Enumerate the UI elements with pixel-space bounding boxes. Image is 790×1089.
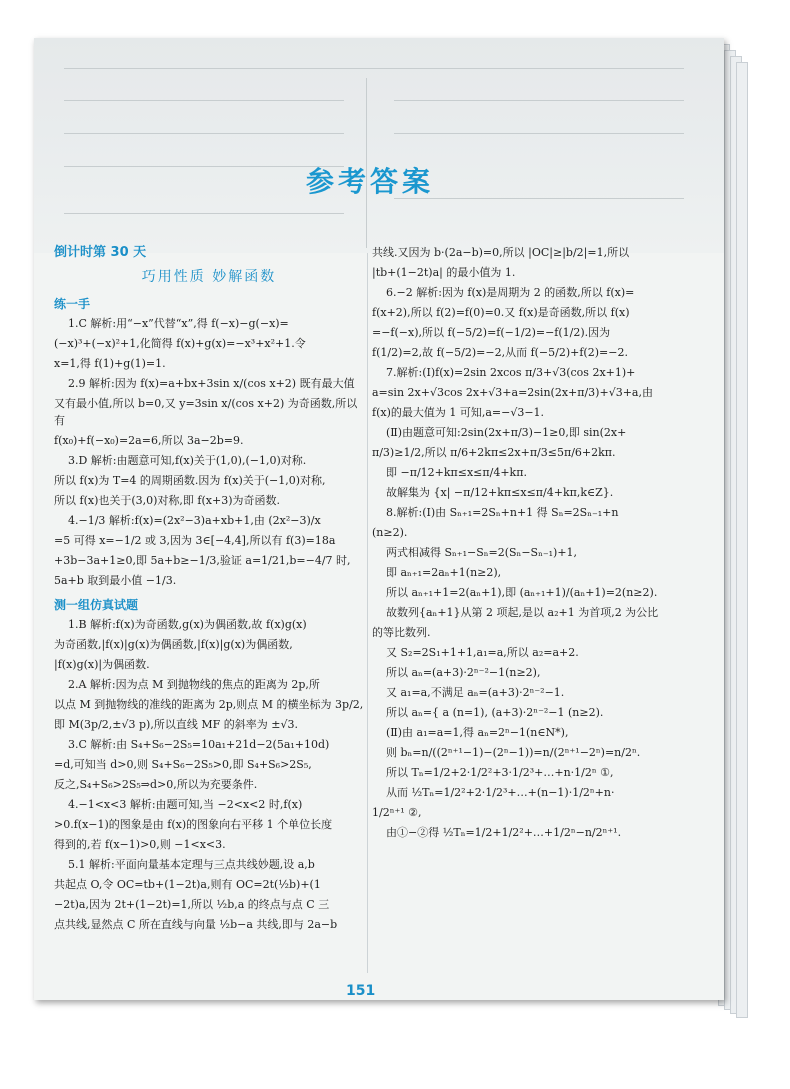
column-divider xyxy=(367,253,368,973)
answer-line: (n≥2). xyxy=(372,526,408,539)
answer-line: 所以 aₙ₊₁+1=2(aₙ+1),即 (aₙ₊₁+1)/(aₙ+1)=2(n≥2). xyxy=(386,586,658,599)
right-column xyxy=(372,244,692,844)
answer-line: |tb+(1−2t)a| 的最小值为 1. xyxy=(372,266,516,279)
answer-line: f(x)的最大值为 1 可知,a=−√3−1. xyxy=(372,406,545,419)
answer-line: 即 −π/12+kπ≤x≤π/4+kπ. xyxy=(386,466,527,479)
page-number: 151 xyxy=(346,983,376,999)
answer-t1 xyxy=(54,616,364,673)
answer-line: 3.C 解析:由 S₄+S₆−2S₅=10a₁+21d−2(5a₁+10d) xyxy=(68,738,330,751)
answer-line: 故数列{aₙ+1}从第 2 项起,是以 a₂+1 为首项,2 为公比 xyxy=(386,606,659,619)
answer-line: 所以 Tₙ=1/2+2·1/2²+3·1/2³+…+n·1/2ⁿ ①, xyxy=(386,766,614,779)
answer-line: π/3)≥1/2,所以 π/6+2kπ≤2x+π/3≤5π/6+2kπ. xyxy=(372,446,616,459)
answer-line: a=sin 2x+√3cos 2x+√3+a=2sin(2x+π/3)+√3+a,由 xyxy=(372,386,653,399)
answer-line: 所以 aₙ={ a (n=1), (a+3)·2ⁿ⁻²−1 (n≥2). xyxy=(386,706,604,719)
answer-line: 得到的,若 f(x−1)>0,则 −1<x<3. xyxy=(54,838,226,851)
answer-t3 xyxy=(54,736,364,793)
answer-line: 所以 f(x)为 T=4 的周期函数.因为 f(x)关于(−1,0)对称, xyxy=(54,474,326,487)
answer-line: 点共线,显然点 C 所在直线与向量 ½b−a 共线,即与 2a−b xyxy=(54,918,338,931)
section-subtitle: 巧用性质 妙解函数 xyxy=(141,269,277,285)
answer-line: 以点 M 到抛物线的准线的距离为 2p,则点 M 的横坐标为 3p/2, xyxy=(54,698,364,711)
answer-line: 两式相减得 Sₙ₊₁−Sₙ=2(Sₙ−Sₙ₋₁)+1, xyxy=(386,546,578,559)
book-page xyxy=(34,38,724,1000)
answer-line: 4.−1/3 解析:f(x)=(2x²−3)a+xb+1,由 (2x²−3)/x xyxy=(68,514,321,527)
answer-line: 从而 ½Tₙ=1/2²+2·1/2³+…+(n−1)·1/2ⁿ+n· xyxy=(386,786,615,799)
page-title: 参考答案 xyxy=(306,165,435,198)
answer-line: 共线.又因为 b·(2a−b)=0,所以 |OC|≥|b/2|=1,所以 xyxy=(372,246,630,259)
answer-line: 所以 f(x)也关于(3,0)对称,即 f(x+3)为奇函数. xyxy=(54,494,280,507)
answer-line: 7.解析:(Ⅰ)f(x)=2sin 2xcos π/3+√3(cos 2x+1)+ xyxy=(386,366,636,379)
section-heading-practice: 练一手 xyxy=(54,297,91,311)
answer-line: =−f(−x),所以 f(−5/2)=f(−1/2)=−f(1/2).因为 xyxy=(372,326,611,339)
answer-line: 为奇函数,|f(x)|g(x)为偶函数,|f(x)|g(x)为偶函数, xyxy=(54,638,293,651)
answer-line: 1.B 解析:f(x)为奇函数,g(x)为偶函数,故 f(x)g(x) xyxy=(68,618,307,631)
answer-line: 1/2ⁿ⁺¹ ②, xyxy=(372,806,422,819)
answer-line: f(1/2)=2,故 f(−5/2)=−2,从而 f(−5/2)+f(2)=−2. xyxy=(372,346,628,359)
answer-line: |f(x)g(x)|为偶函数. xyxy=(54,658,150,671)
show-through-background xyxy=(34,38,724,253)
answer-line: 5.1 解析:平面向量基本定理与三点共线妙题,设 a,b xyxy=(68,858,315,871)
answer-line: 2.9 解析:因为 f(x)=a+bx+3sin x/(cos x+2) 既有最大值 xyxy=(68,377,355,390)
answer-line: (Ⅱ)由题意可知:2sin(2x+π/3)−1≥0,即 sin(2x+ xyxy=(386,426,627,439)
answer-line: 则 bₙ=n/((2ⁿ⁺¹−1)−(2ⁿ−1))=n/(2ⁿ⁺¹−2ⁿ)=n/2ⁿ. xyxy=(386,746,641,759)
section-heading-mock-test: 测一组仿真试题 xyxy=(54,598,139,612)
answer-line: (−x)³+(−x)²+1,化简得 f(x)+g(x)=−x³+x²+1.令 xyxy=(54,337,306,350)
answer-line: 又 S₂=2S₁+1+1,a₁=a,所以 a₂=a+2. xyxy=(386,646,579,659)
answer-line: 所以 aₙ=(a+3)·2ⁿ⁻²−1(n≥2), xyxy=(386,666,541,679)
answer-line: f(x₀)+f(−x₀)=2a=6,所以 3a−2b=9. xyxy=(54,434,244,447)
answer-line: 6.−2 解析:因为 f(x)是周期为 2 的函数,所以 f(x)= xyxy=(386,286,635,299)
answer-line: 由①−②得 ½Tₙ=1/2+1/2²+…+1/2ⁿ−n/2ⁿ⁺¹. xyxy=(386,826,622,839)
answer-line: 的等比数列. xyxy=(372,626,431,639)
answer-line: >0.f(x−1)的图象是由 f(x)的图象向右平移 1 个单位长度 xyxy=(54,818,333,831)
answer-line: 即 aₙ₊₁=2aₙ+1(n≥2), xyxy=(386,566,502,579)
answer-t7 xyxy=(372,364,692,501)
left-column xyxy=(54,244,364,936)
answer-line: 5a+b 取到最小值 −1/3. xyxy=(54,574,177,587)
day-heading: 倒计时第 30 天 xyxy=(54,245,147,260)
answer-line: f(x+2),所以 f(2)=f(0)=0.又 f(x)是奇函数,所以 f(x) xyxy=(372,306,630,319)
answer-t8 xyxy=(372,504,692,841)
answer-line: 2.A 解析:因为点 M 到抛物线的焦点的距离为 2p,所 xyxy=(68,678,320,691)
answer-q1 xyxy=(54,315,364,372)
answer-line: −2t)a,因为 2t+(1−2t)=1,所以 ½b,a 的终点与点 C 三 xyxy=(54,898,330,911)
answer-line: (Ⅱ)由 a₁=a=1,得 aₙ=2ⁿ−1(n∈N*), xyxy=(386,726,569,739)
answer-q3 xyxy=(54,452,364,509)
answer-line: 3.D 解析:由题意可知,f(x)关于(1,0),(−1,0)对称. xyxy=(68,454,307,467)
answer-line: 又有最小值,所以 b=0,又 y=3sin x/(cos x+2) 为奇函数,所以有 xyxy=(54,397,358,427)
answer-line: 反之,S₄+S₆>2S₅⇒d>0,所以为充要条件. xyxy=(54,778,258,791)
answer-line: 共起点 O,令 OC=tb+(1−2t)a,则有 OC=2t(½b)+(1 xyxy=(54,878,321,891)
answer-line: 故解集为 {x| −π/12+kπ≤x≤π/4+kπ,k∈Z}. xyxy=(386,486,614,499)
answer-line: 即 M(3p/2,±√3 p),所以直线 MF 的斜率为 ±√3. xyxy=(54,718,298,731)
answer-q2 xyxy=(54,375,364,449)
answer-line: 又 a₁=a,不满足 aₙ=(a+3)·2ⁿ⁻²−1. xyxy=(386,686,565,699)
answer-line: =d,可知当 d>0,则 S₄+S₆−2S₅>0,即 S₄+S₆>2S₅, xyxy=(54,758,312,771)
answer-line: 1.C 解析:用“−x”代替“x”,得 f(−x)−g(−x)= xyxy=(68,317,289,330)
answer-line: 8.解析:(Ⅰ)由 Sₙ₊₁=2Sₙ+n+1 得 Sₙ=2Sₙ₋₁+n xyxy=(386,506,619,519)
answer-t2 xyxy=(54,676,364,733)
answer-t5 xyxy=(54,856,364,933)
answer-t6 xyxy=(372,284,692,361)
answer-t5-continued xyxy=(372,244,692,281)
answer-line: =5 可得 x=−1/2 或 3,因为 3∈[−4,4],所以有 f(3)=18a xyxy=(54,534,336,547)
answer-q4 xyxy=(54,512,364,589)
page-stack-edge xyxy=(736,62,748,1018)
answer-line: 4.−1<x<3 解析:由题可知,当 −2<x<2 时,f(x) xyxy=(68,798,303,811)
answer-t4 xyxy=(54,796,364,853)
answer-line: x=1,得 f(1)+g(1)=1. xyxy=(54,357,166,370)
answer-line: +3b−3a+1≥0,即 5a+b≥−1/3,验证 a=1/21,b=−4/7 时, xyxy=(54,554,351,567)
